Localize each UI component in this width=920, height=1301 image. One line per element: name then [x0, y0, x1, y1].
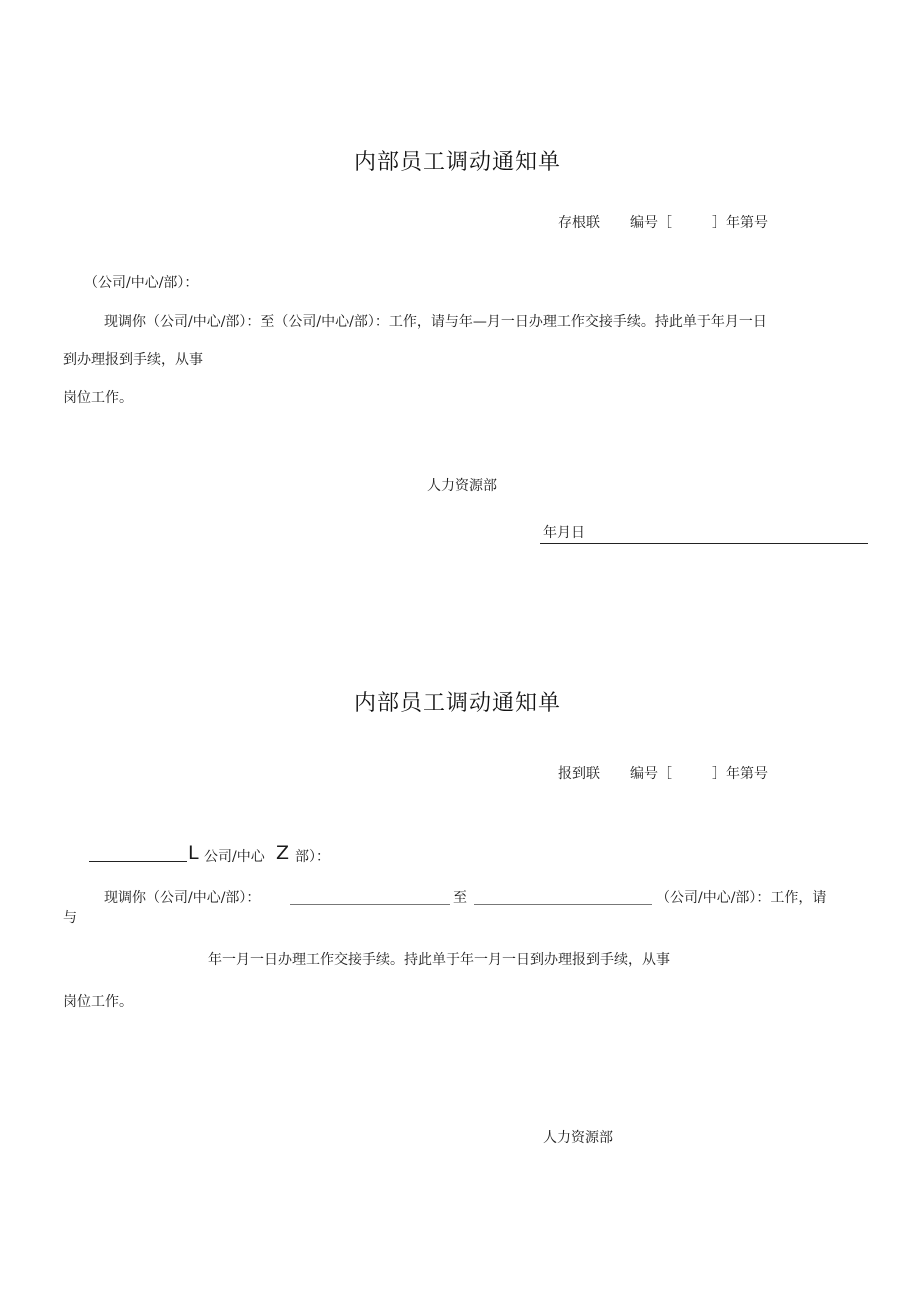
form1-dept: 人力资源部: [427, 478, 497, 494]
form2-number-prefix: 编号［: [630, 766, 672, 782]
form2-body-line3: 岗位工作。: [63, 994, 133, 1010]
form1-date: 年月日: [543, 525, 585, 541]
form2-addressee-mid: 公司/中心: [204, 849, 265, 865]
form1-title: 内部员工调动通知单: [354, 150, 562, 175]
form1-number-prefix: 编号［: [630, 215, 672, 231]
form2-copy-label: 报到联: [558, 766, 600, 782]
form2-body-line2: 年一月一日办理工作交接手续。持此单于年一月一日到办理报到手续，从事: [208, 952, 670, 968]
form1-copy-label: 存根联: [558, 215, 600, 231]
form1-body-line2: 到办理报到手续，从事: [63, 352, 203, 368]
form2-blank-from: [290, 904, 450, 905]
form2-body-line1-c: （公司/中心/部）：工作，请: [656, 890, 827, 906]
form2-addressee-end: 部）：: [295, 849, 330, 865]
form1-addressee: （公司/中心/部）：: [84, 275, 199, 291]
form1-body-line3: 岗位工作。: [63, 390, 133, 406]
form1-number-suffix: ］年第号: [712, 215, 768, 231]
form2-addressee-l: L: [188, 842, 199, 864]
form1-signature-line: [540, 543, 868, 544]
form2-addressee-z: Z: [276, 842, 290, 864]
form2-addressee-blank: [89, 861, 187, 862]
form2-blank-to: [474, 904, 652, 905]
form2-body-line1-a: 现调你（公司/中心/部）：: [104, 890, 261, 906]
form2-title: 内部员工调动通知单: [354, 691, 562, 716]
form2-body-line1-wrap: 与: [63, 910, 77, 926]
form2-number-suffix: ］年第号: [712, 766, 768, 782]
form1-body-line1: 现调你（公司/中心/部）：至（公司/中心/部）：工作，请与年—月一日办理工作交接手续。持此单于年月一日: [104, 314, 767, 330]
form2-body-line1-b: 至: [453, 890, 467, 906]
form2-dept: 人力资源部: [543, 1130, 613, 1146]
